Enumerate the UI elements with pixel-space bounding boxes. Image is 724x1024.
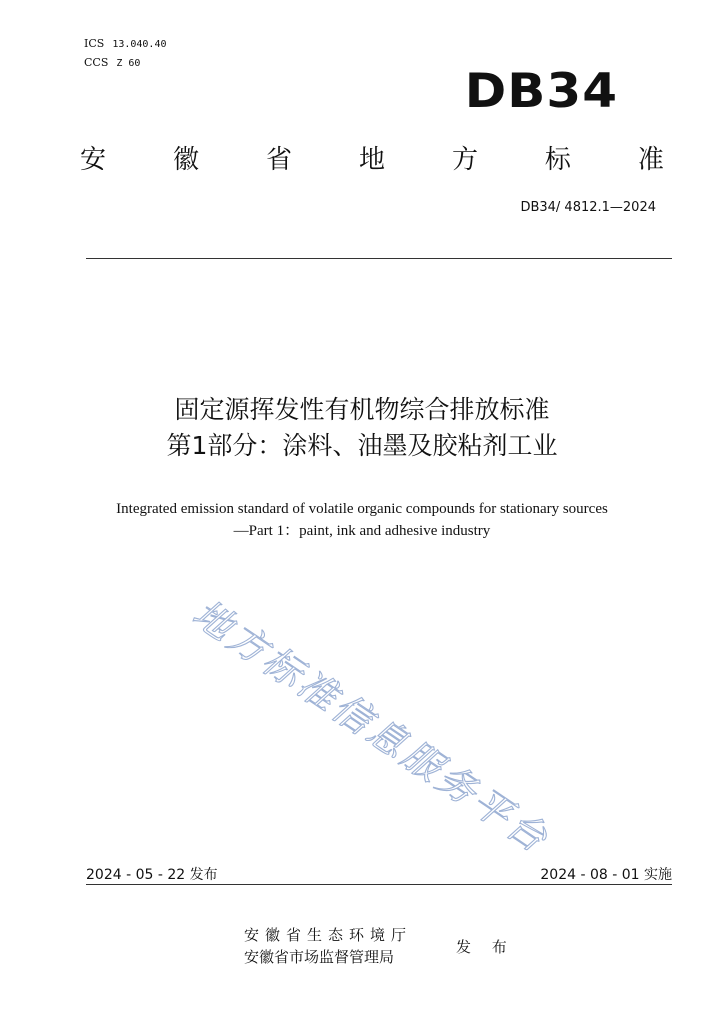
issue-date: 2024 - 05 - 22 发布 <box>86 867 218 883</box>
bottom-divider <box>86 884 672 885</box>
province-title-char: 徽 <box>172 145 199 175</box>
authority-market-supervision: 安徽省市场监督管理局 <box>244 948 395 966</box>
province-title-char: 标 <box>544 145 571 175</box>
province-title-char: 省 <box>265 145 292 175</box>
issuing-authorities <box>244 924 412 968</box>
ics-label: ICS <box>84 37 105 50</box>
standard-number: DB34/ 4812.1—2024 <box>520 200 656 215</box>
chinese-title-line1: 固定源挥发性有机物综合排放标准 <box>174 395 550 424</box>
db-logo: DB34 <box>464 63 618 119</box>
english-title-line2: —Part 1：paint, ink and adhesive industry <box>233 523 491 539</box>
english-title-line1: Integrated emission standard of volatile organic compounds for stationary sources <box>116 501 608 517</box>
ccs-label: CCS <box>84 56 109 69</box>
chinese-title-line2: 第1部分：涂料、油墨及胶粘剂工业 <box>166 431 558 460</box>
ccs-code: Z 60 <box>116 58 141 69</box>
authority-ecology-environment: 安徽省生态环境厅 <box>244 926 413 944</box>
province-title-char: 地 <box>358 145 385 175</box>
ics-code: 13.040.40 <box>112 39 167 50</box>
province-title-char: 安 <box>80 145 107 175</box>
province-title-char: 方 <box>451 145 478 175</box>
implementation-date: 2024 - 08 - 01 实施 <box>540 867 672 883</box>
watermark-text: 地方标准信息服务平台 <box>184 590 558 863</box>
province-title-char: 准 <box>637 145 664 175</box>
publish-label: 发 布 <box>456 938 515 956</box>
